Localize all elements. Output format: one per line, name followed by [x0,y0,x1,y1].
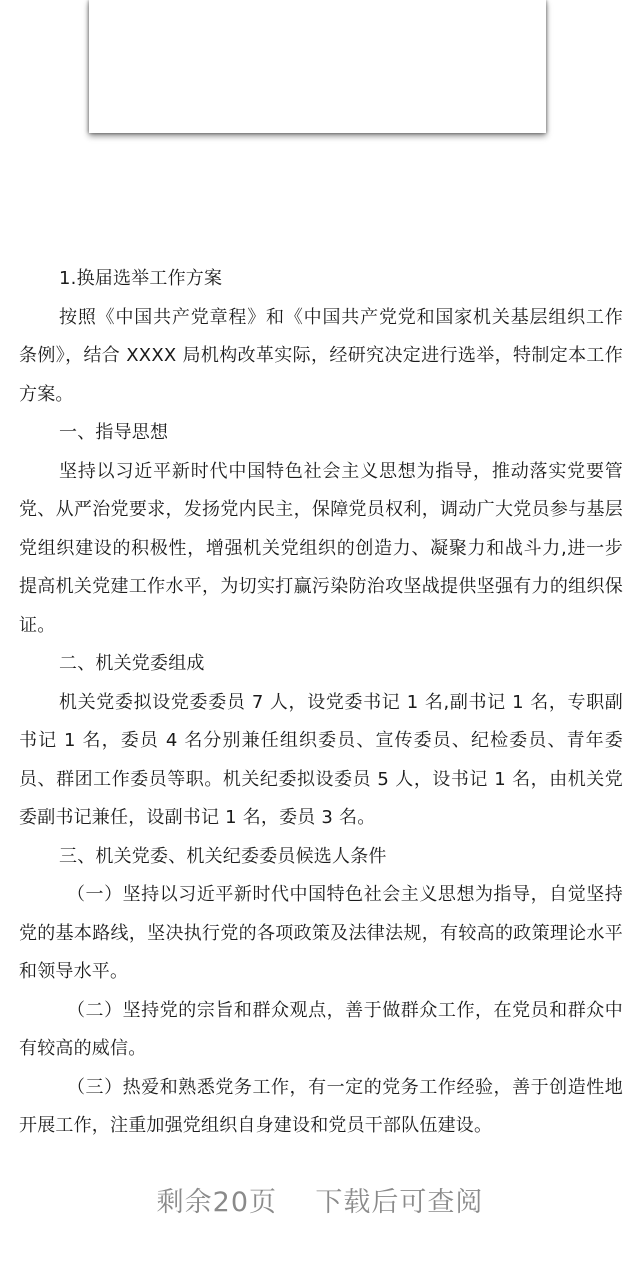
heading-guiding-ideology: 一、指导思想 [59,422,169,443]
paragraph-committee-composition: 机关党委拟设党委委员 7 人，设党委书记 1 名,副书记 1 名，专职副书记 1 名，委员 4 名分别兼任组织委员、宣传委员、纪检委员、青年委员、群团工作委员等职。机关纪委拟设委员 5 人，设书记 1 名，由机关党委副书记兼任，设副书记 1 名，委员 3 名。 [19,691,623,828]
condition-item-1: （一）坚持以习近平新时代中国特色社会主义思想为指导，自觉坚持党的基本路线，坚决执行党的各项政策及法律法规，有较高的政策理论水平和领导水平。 [19,884,623,982]
condition-item-2: （二）坚持党的宗旨和群众观点，善于做群众工作，在党员和群众中有较高的威信。 [19,999,623,1059]
section-title: 1.换届选举工作方案 [59,268,223,289]
heading-committee-composition: 二、机关党委组成 [59,653,205,674]
condition-item-3: （三）热爱和熟悉党务工作，有一定的党务工作经验，善于创造性地开展工作，注重加强党组织自身建设和党员干部队伍建设。 [19,1076,623,1136]
document-body [19,260,623,1146]
download-to-read-more-button[interactable]: 剩余20页 下载后可查阅 [156,1187,484,1218]
previous-page-preview [89,0,546,133]
intro-paragraph: 按照《中国共产党章程》和《中国共产党党和国家机关基层组织工作条例》，结合 XXXX 局机构改革实际，经研究决定进行选举，特制定本工作方案。 [19,306,623,405]
paragraph-guiding-ideology: 坚持以习近平新时代中国特色社会主义思想为指导，推动落实党要管党、从严治党要求，发扬党内民主，保障党员权利，调动广大党员参与基层党组织建设的积极性，增强机关党组织的创造力、凝聚力和战斗力,进一步提高机关党建工作水平，为切实打赢污染防治攻坚战提供坚强有力的组织保证。 [19,460,623,636]
heading-candidate-conditions: 三、机关党委、机关纪委委员候选人条件 [59,845,387,867]
